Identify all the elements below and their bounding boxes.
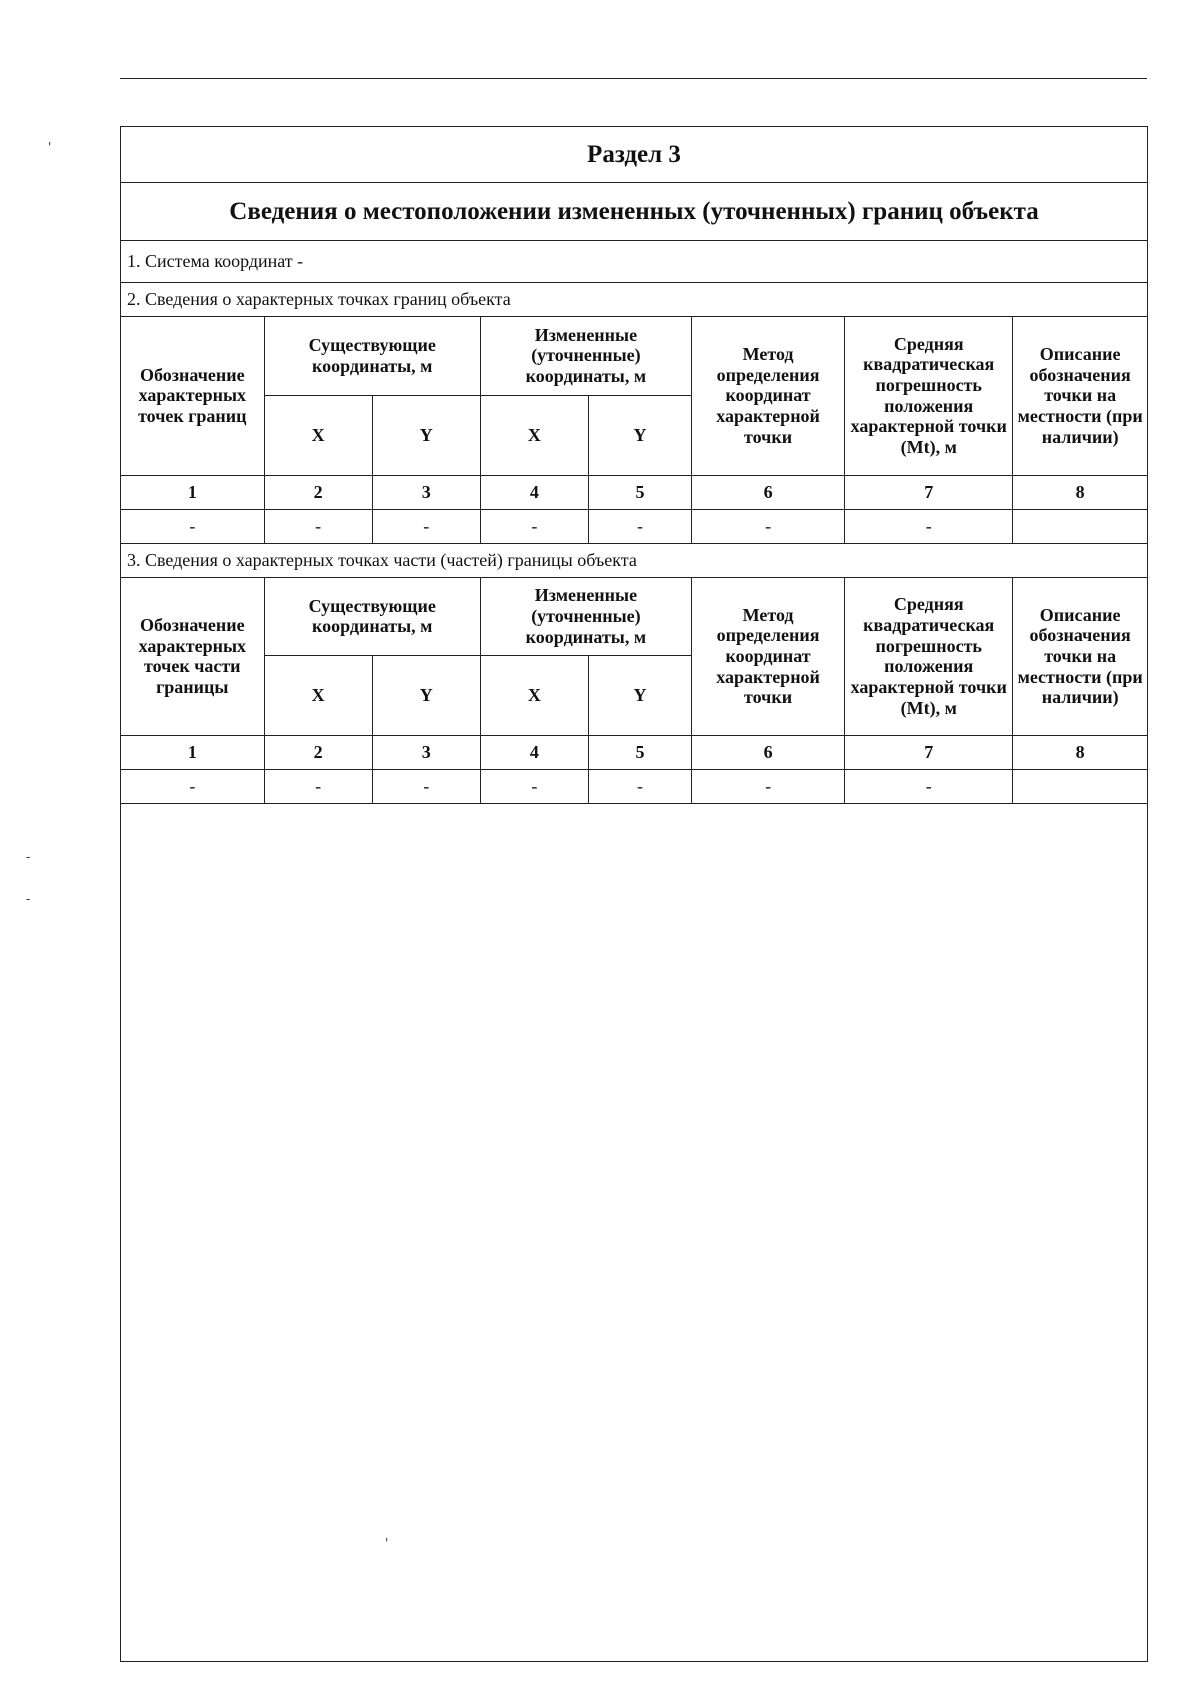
col-changed-coordinates: Измененные (уточненные) координаты, м (480, 578, 691, 656)
scan-speck: - (26, 850, 31, 864)
col-existing-coordinates: Существующие координаты, м (264, 317, 480, 395)
column-number: 5 (588, 475, 691, 509)
part-points-heading: 3. Сведения о характерных точках части (частей) границы объекта (121, 544, 1147, 578)
column-number: 7 (845, 475, 1013, 509)
col-existing-x: X (264, 395, 372, 475)
top-rule (120, 78, 1147, 79)
column-number: 3 (372, 475, 480, 509)
col-method: Метод определения координат характерной точки (692, 317, 845, 475)
table-row (121, 770, 1147, 804)
col-existing-x: X (264, 656, 372, 736)
boundary-points-heading: 2. Сведения о характерных точках границ объекта (121, 283, 1147, 317)
table-cell: - (588, 509, 691, 543)
scan-speck: ' (385, 1536, 389, 1550)
col-mean-square-error: Средняя квадратическая погрешность положения характерной точки (Mt), м (845, 317, 1013, 475)
table-cell: - (845, 770, 1013, 804)
col-mean-square-error: Средняя квадратическая погрешность положения характерной точки (Mt), м (845, 578, 1013, 736)
column-number: 8 (1013, 736, 1147, 770)
column-number: 1 (121, 475, 264, 509)
table-cell: - (588, 770, 691, 804)
table-cell: - (692, 770, 845, 804)
col-existing-coordinates: Существующие координаты, м (264, 578, 480, 656)
column-number: 6 (692, 475, 845, 509)
table-cell: - (480, 509, 588, 543)
part-points-table (121, 578, 1147, 805)
coordinate-system-item: 1. Система координат - (121, 241, 1147, 283)
table-cell (1013, 770, 1147, 804)
column-number: 8 (1013, 475, 1147, 509)
scan-speck: ' (48, 140, 52, 154)
table-cell (1013, 509, 1147, 543)
column-numbers-row (121, 475, 1147, 509)
col-changed-x: X (480, 395, 588, 475)
table-cell: - (264, 509, 372, 543)
col-changed-coordinates: Измененные (уточненные) координаты, м (480, 317, 691, 395)
column-number: 2 (264, 475, 372, 509)
table-cell: - (372, 509, 480, 543)
column-numbers-row (121, 736, 1147, 770)
table-cell: - (845, 509, 1013, 543)
column-number: 3 (372, 736, 480, 770)
table-cell: - (480, 770, 588, 804)
document-title: Сведения о местоположении измененных (уточненных) границ объекта (121, 183, 1147, 241)
col-changed-y: Y (588, 395, 691, 475)
section-title: Раздел 3 (121, 127, 1147, 183)
table-cell: - (121, 770, 264, 804)
col-changed-y: Y (588, 656, 691, 736)
section-frame (120, 126, 1148, 1662)
col-method: Метод определения координат характерной точки (692, 578, 845, 736)
column-number: 1 (121, 736, 264, 770)
table-cell: - (372, 770, 480, 804)
scan-speck: - (26, 892, 31, 906)
col-point-designation: Обозначение характерных точек части границы (121, 578, 264, 736)
column-number: 2 (264, 736, 372, 770)
column-number: 4 (480, 736, 588, 770)
column-number: 5 (588, 736, 691, 770)
column-number: 7 (845, 736, 1013, 770)
col-point-designation: Обозначение характерных точек границ (121, 317, 264, 475)
boundary-points-table (121, 317, 1147, 544)
table-cell: - (264, 770, 372, 804)
column-number: 6 (692, 736, 845, 770)
table-cell: - (692, 509, 845, 543)
col-existing-y: Y (372, 656, 480, 736)
col-description: Описание обозначения точки на местности (при наличии) (1013, 317, 1147, 475)
column-number: 4 (480, 475, 588, 509)
col-existing-y: Y (372, 395, 480, 475)
table-row (121, 509, 1147, 543)
col-description: Описание обозначения точки на местности (при наличии) (1013, 578, 1147, 736)
table-cell: - (121, 509, 264, 543)
col-changed-x: X (480, 656, 588, 736)
